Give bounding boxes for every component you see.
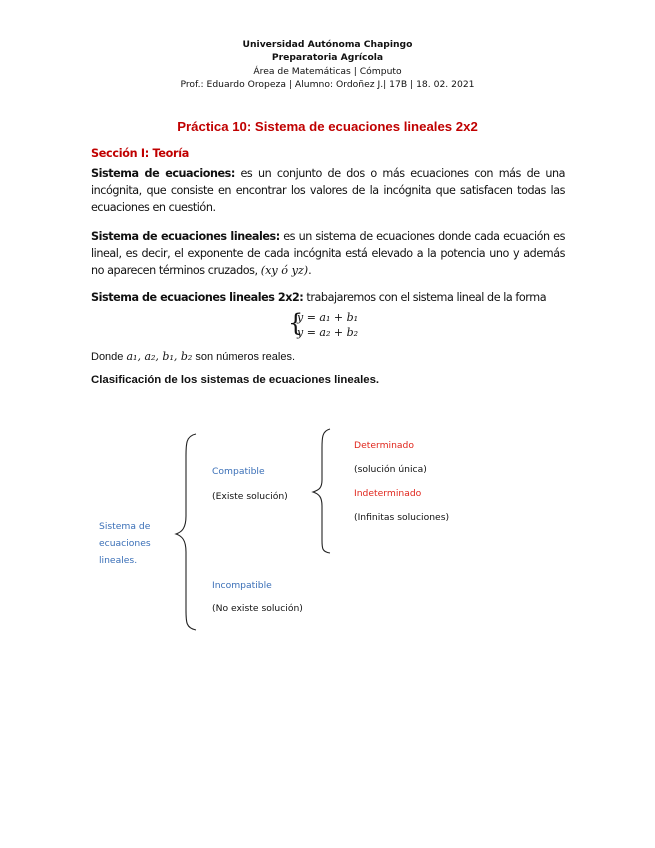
- determinado-label: Determinado: [354, 440, 415, 451]
- math-cross-terms: (xy ó yz): [260, 264, 309, 277]
- classification-heading: Clasificación de los sistemas de ecuaciones lineales.: [91, 374, 380, 386]
- page-title: Práctica 10: Sistema de ecuaciones lineales 2x2: [177, 119, 478, 134]
- root-line-3: lineales.: [99, 555, 138, 566]
- indeterminado-note: (Infinitas soluciones): [354, 512, 450, 523]
- equation-1: y = a₁ + b₁: [297, 311, 359, 324]
- left-brace: {: [288, 309, 304, 337]
- definition-text: es un sistema de ecuaciones donde cada ecuación es lineal, es decir, el exponente de cada incógnita está elevado a la potencia uno y además no aparecen términos cruzados,: [91, 230, 565, 277]
- incompatible-label: Incompatible: [212, 580, 272, 591]
- root-label: [99, 518, 151, 569]
- indeterminado-label: Indeterminado: [354, 488, 422, 499]
- definition-text: trabajaremos con el sistema lineal de la forma: [303, 291, 547, 304]
- determinado-note: (solución única): [354, 464, 427, 475]
- definition-text: es un conjunto de dos o más ecuaciones con más de una incógnita, que consiste en encontrar los valores de la incógnita que satisfacen todas las ecuaciones en cuestión.: [91, 167, 566, 214]
- university-name: Universidad Autónoma Chapingo: [242, 39, 413, 50]
- root-line-2: ecuaciones: [99, 538, 151, 549]
- term-sistema-ecuaciones: Sistema de ecuaciones:: [91, 167, 235, 180]
- compatible-note: (Existe solución): [212, 491, 288, 502]
- period: .: [308, 264, 312, 277]
- root-line-1: Sistema de: [99, 521, 151, 532]
- donde-post-text: son números reales.: [192, 351, 296, 363]
- donde-text: Donde: [91, 351, 127, 363]
- equation-2: y = a₂ + b₂: [297, 326, 359, 339]
- area-line: Área de Matemáticas | Cómputo: [253, 65, 402, 77]
- compatible-label: Compatible: [212, 466, 265, 477]
- term-sistema-lineales: Sistema de ecuaciones lineales:: [91, 230, 280, 243]
- author-info-line: Prof.: Eduardo Oropeza | Alumno: Ordoñez J.| 17B | 18. 02. 2021: [180, 79, 475, 91]
- incompatible-note: (No existe solución): [212, 603, 303, 614]
- school-name: Preparatoria Agrícola: [271, 52, 384, 64]
- section-heading: Sección I: Teoría: [91, 147, 190, 160]
- math-coefficients: a₁, a₂, b₁, b₂: [126, 350, 193, 363]
- term-sistema-2x2: Sistema de ecuaciones lineales 2x2:: [91, 291, 304, 304]
